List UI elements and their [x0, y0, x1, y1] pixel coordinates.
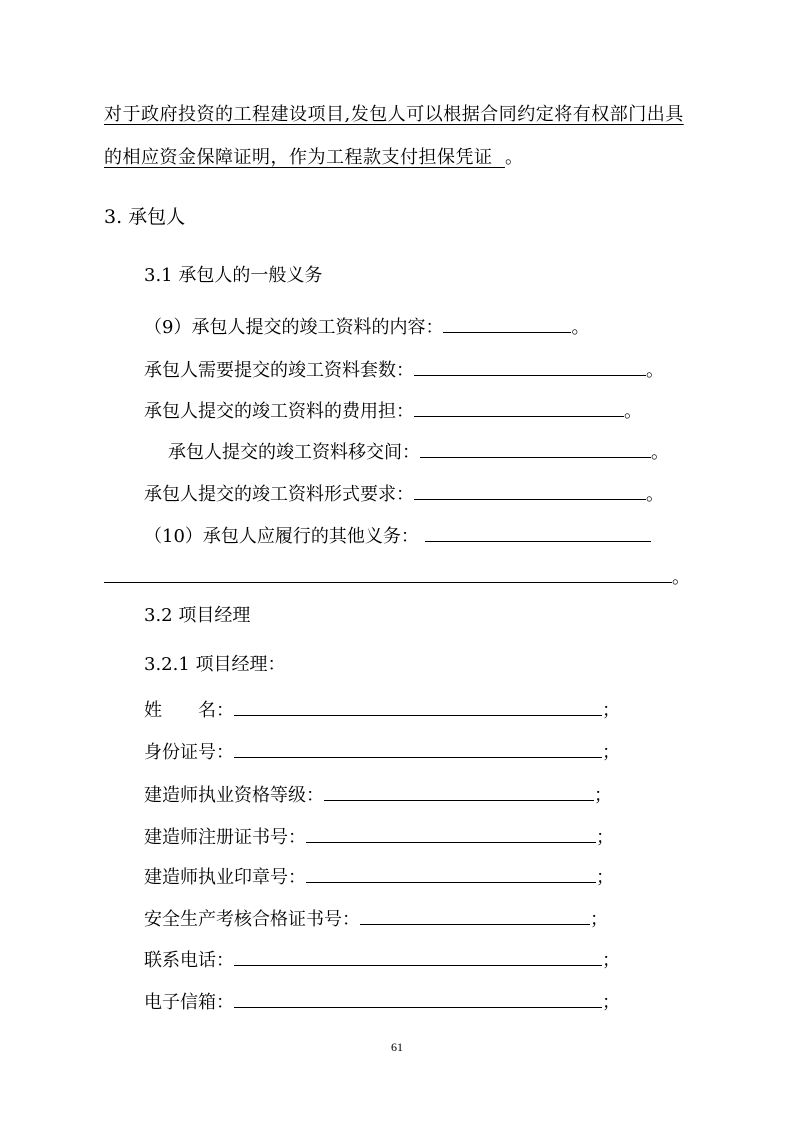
pm-id-number-field [144, 739, 620, 765]
intro-line-2: 的相应资金保障证明，作为工程款支付担保凭证 [104, 147, 493, 168]
fill-blank[interactable] [360, 906, 590, 925]
field-label: 建造师执业资格等级： [144, 785, 324, 806]
field-label: 电子信箱： [144, 992, 234, 1013]
field-label: 安全生产考核合格证书号： [144, 909, 360, 930]
pm-phone-field [144, 947, 620, 973]
pm-safety-certificate-field [144, 906, 608, 932]
field-completion-docs-content [144, 314, 589, 340]
field-label: 承包人提交的竣工资料形式要求： [144, 484, 414, 505]
field-end: 。 [571, 317, 590, 338]
intro-line-2-end: 。 [504, 147, 523, 168]
pm-seal-number-field [144, 864, 614, 890]
field-other-obligations [144, 523, 651, 549]
fill-blank[interactable] [234, 697, 602, 716]
fill-blank[interactable] [306, 824, 596, 843]
field-label: 建造师注册证书号： [144, 827, 306, 848]
field-label: 承包人提交的竣工资料的费用担： [144, 401, 414, 422]
fill-blank-long[interactable] [104, 564, 672, 583]
field-label: 身份证号： [144, 742, 234, 763]
fill-blank[interactable] [425, 523, 651, 542]
page-number: 61 [391, 1040, 403, 1054]
field-label: 姓 名： [144, 700, 234, 721]
field-end: 。 [624, 401, 642, 422]
field-end: ； [590, 909, 608, 930]
field-end: 。 [651, 442, 669, 463]
field-label: 建造师执业印章号： [144, 867, 306, 888]
pm-name-field [144, 697, 620, 723]
intro-line-2-wrap [104, 146, 523, 170]
intro-underline-tail [493, 147, 505, 168]
field-end: ； [602, 950, 620, 971]
fill-blank[interactable] [414, 481, 646, 500]
subsection-3-1-heading: 3.1 承包人的一般义务 [144, 265, 323, 286]
subsection-3-2-1-heading: 3.2.1 项目经理： [144, 654, 286, 675]
field-completion-docs-format [144, 481, 664, 507]
field-end: ； [594, 785, 612, 806]
field-end: ； [602, 700, 620, 721]
field-label: （10）承包人应履行的其他义务： [144, 526, 419, 547]
field-end: ； [596, 827, 614, 848]
field-label: （9）承包人提交的竣工资料的内容： [144, 317, 444, 338]
fill-blank[interactable] [414, 357, 646, 376]
field-end: 。 [646, 360, 664, 381]
field-label: 承包人提交的竣工资料移交间： [168, 442, 420, 463]
fill-blank[interactable] [234, 947, 602, 966]
fill-blank[interactable] [443, 314, 571, 333]
field-completion-docs-handover [168, 439, 669, 465]
pm-qualification-level-field [144, 782, 612, 808]
fill-blank[interactable] [234, 739, 602, 758]
pm-email-field [144, 989, 620, 1015]
fill-blank[interactable] [306, 864, 596, 883]
field-label: 承包人需要提交的竣工资料套数： [144, 360, 414, 381]
section-3-heading: 3. 承包人 [104, 206, 186, 228]
field-completion-docs-cost [144, 398, 642, 424]
field-end: 。 [672, 567, 690, 588]
field-end: ； [602, 742, 620, 763]
field-label: 联系电话： [144, 950, 234, 971]
fill-blank[interactable] [234, 989, 602, 1008]
fill-blank[interactable] [420, 439, 651, 458]
field-end: ； [596, 867, 614, 888]
subsection-3-2-heading: 3.2 项目经理 [144, 605, 251, 626]
field-other-obligations-continued [104, 564, 690, 590]
field-completion-docs-sets [144, 357, 664, 383]
fill-blank[interactable] [324, 782, 594, 801]
fill-blank[interactable] [414, 398, 624, 417]
pm-registration-number-field [144, 824, 614, 850]
field-end: ； [602, 992, 620, 1013]
intro-line-1: 对于政府投资的工程建设项目,发包人可以根据合同约定将有权部门出具 [104, 104, 684, 125]
field-end: 。 [646, 484, 664, 505]
